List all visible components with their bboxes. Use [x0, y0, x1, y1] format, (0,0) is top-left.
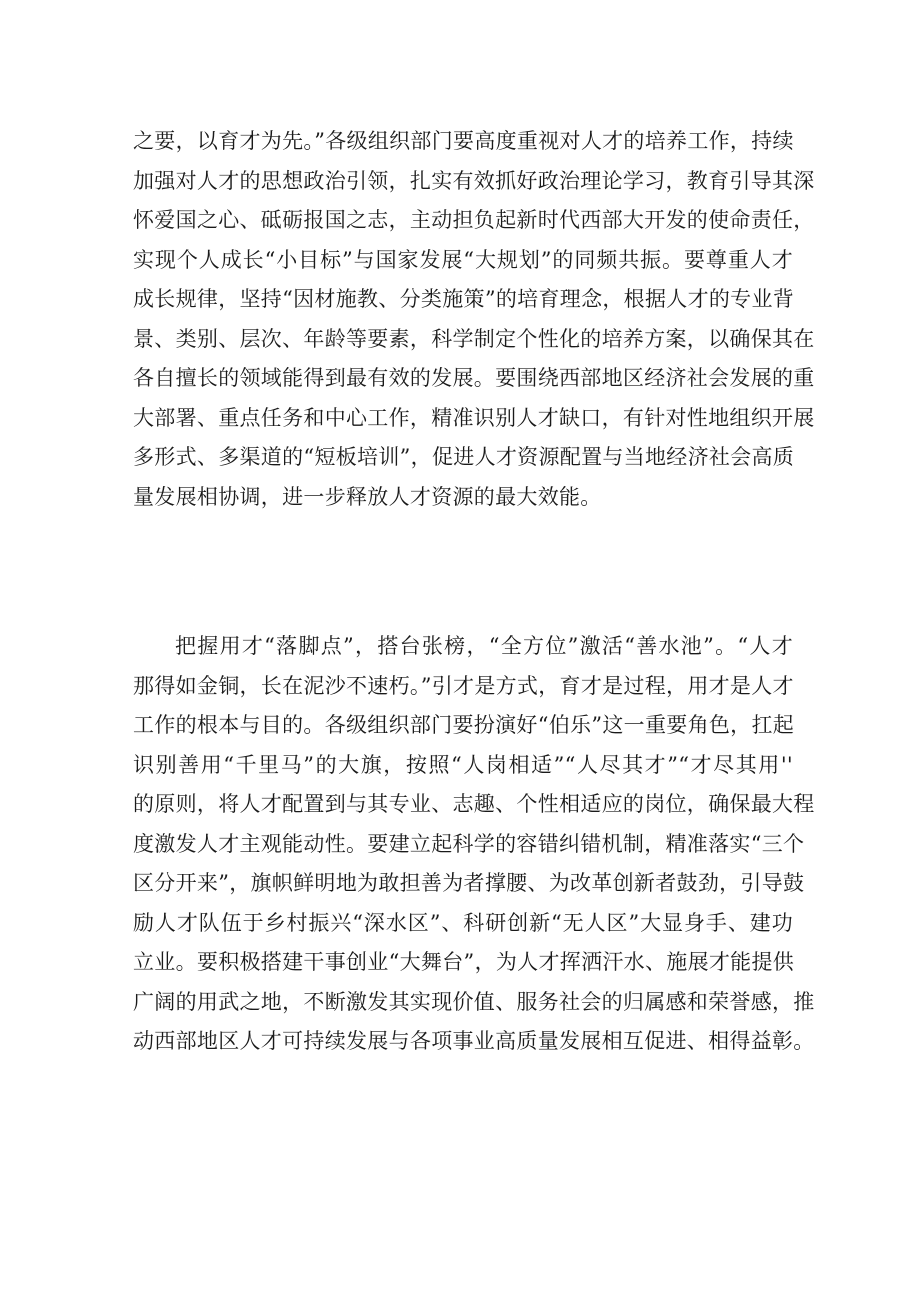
text-line: 成长规律，坚持“因材施教、分类施策”的培育理念，根据人才的专业背	[133, 287, 795, 311]
text-line: 区分开来”，旗帜鲜明地为敢担善为者撑腰、为改革创新者鼓劲，引导鼓	[133, 871, 805, 895]
text-line: 广阔的用武之地，不断激发其实现价值、服务社会的归属感和荣誉感，推	[133, 989, 815, 1014]
text-line: 各自擅长的领域能得到最有效的发展。要围绕西部地区经济社会发展的重	[133, 366, 815, 390]
text-line: 景、类别、层次、年龄等要素，科学制定个性化的培养方案，以确保其在	[133, 326, 815, 351]
text-line: 把握用才“落脚点”，搭台张榜，“全方位”激活“善水池”。“人才	[175, 634, 793, 658]
text-line: 识别善用“千里马”的大旗，按照“人岗相适”“人尽其才”“才尽其用''	[133, 752, 793, 777]
text-line: 度激发人才主观能动性。要建立起科学的容错纠错机制，精准落实“三个	[133, 831, 805, 856]
text-line: 怀爱国之心、砥砺报国之志，主动担负起新时代西部大开发的使命责任，	[133, 208, 815, 232]
text-line: 的原则，将人才配置到与其专业、志趣、个性相适应的岗位，确保最大程	[133, 792, 815, 816]
text-line: 励人才队伍于乡村振兴“深水区”、科研创新“无人区”大显身手、建功	[133, 910, 793, 935]
text-line: 那得如金铜，长在泥沙不速朽。”引才是方式，育才是过程，用才是人才	[133, 673, 794, 698]
paragraph-talent-utilization	[133, 627, 815, 1062]
text-line: 工作的根本与目的。各级组织部门要扮演好“伯乐”这一重要角色，扛起	[133, 713, 795, 737]
text-line: 动西部地区人才可持续发展与各项事业高质量发展相互促进、相得益彰。	[133, 1029, 815, 1053]
text-line: 多形式、多渠道的“短板培训”，促进人才资源配置与当地经济社会高质	[133, 445, 795, 469]
text-line: 之要，以育才为先。”各级组织部门要高度重视对人才的培养工作，持续	[133, 129, 794, 153]
text-line: 量发展相协调，进一步释放人才资源的最大效能。	[133, 484, 602, 509]
text-line: 实现个人成长“小目标”与国家发展“大规划”的同频共振。要尊重人才	[133, 247, 793, 272]
text-line: 立业。要积极搭建干事创业“大舞台”，为人才挥洒汗水、施展才能提供	[133, 950, 795, 974]
text-line: 大部署、重点任务和中心工作，精准识别人才缺口，有针对性地组织开展	[133, 405, 815, 430]
paragraph-talent-cultivation	[133, 122, 815, 517]
text-line: 加强对人才的思想政治引领，扎实有效抓好政治理论学习，教育引导其深	[133, 168, 815, 193]
